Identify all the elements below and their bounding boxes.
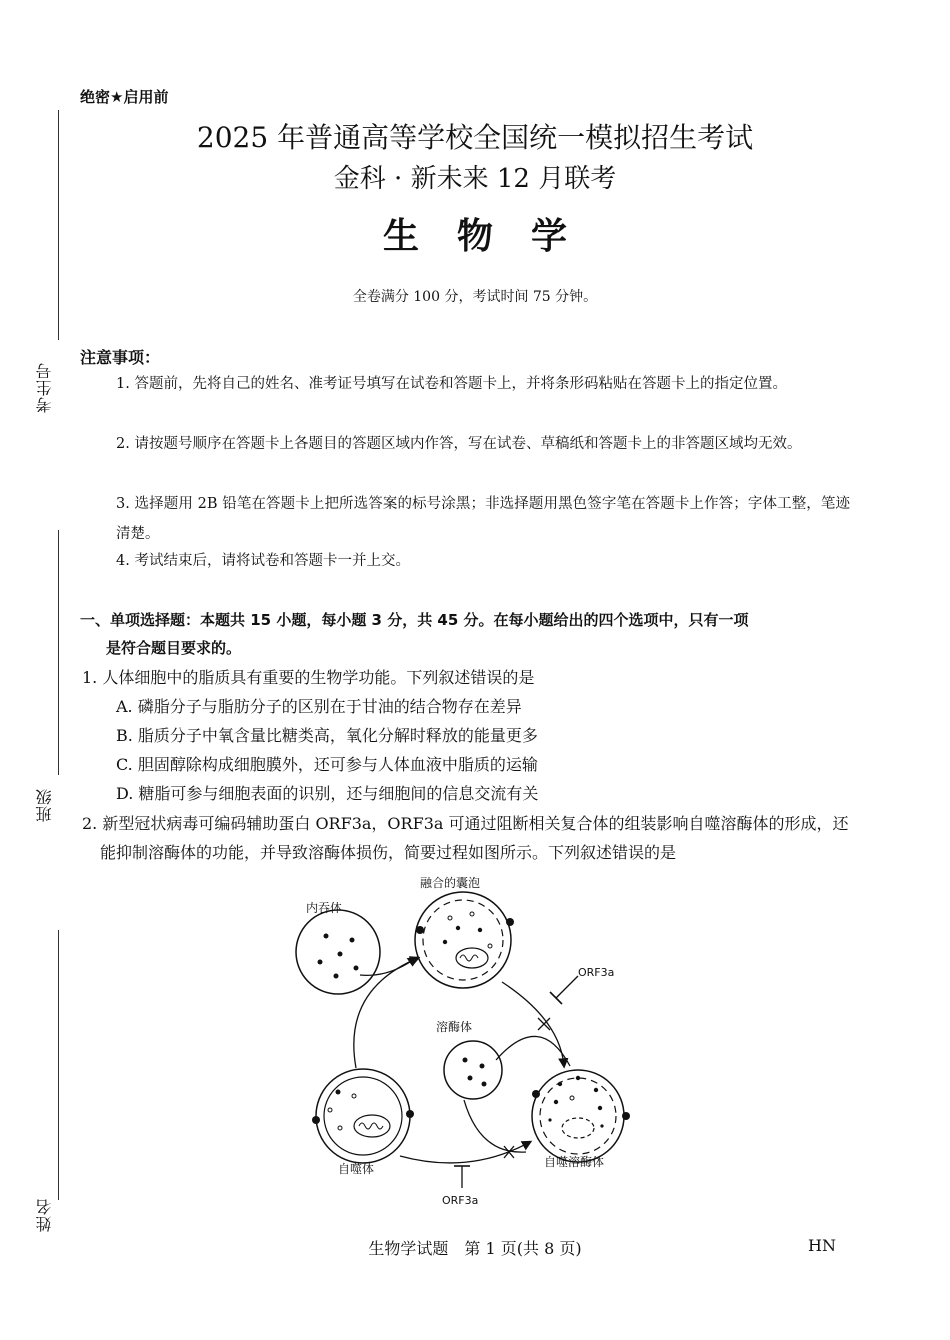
arrow-lysosome-path	[464, 1100, 526, 1152]
question-2-stem	[82, 809, 852, 867]
full-mark-note: 全卷满分 100 分，考试时间 75 分钟。	[352, 289, 598, 305]
side-label-exam-no: 考生号	[35, 362, 54, 413]
side-label-class: 班级	[35, 788, 54, 822]
fused-vesicle	[415, 892, 514, 988]
lysosome-pathway-diagram	[260, 870, 680, 1215]
notice-item: 3. 选择题用 2B 铅笔在答题卡上把所选答案的标号涂黑；非选择题用黑色签字笔在答题卡上作答；字体工整，笔迹清楚。	[116, 496, 850, 542]
arrow-autophagosome-to-vesicle	[354, 958, 418, 1068]
question-1-option-c: C. 胆固醇除构成细胞膜外，还可参与人体血液中脂质的运输	[116, 755, 538, 774]
autolysosome-label: 自噬溶酶体	[544, 1155, 605, 1169]
inhibit-line-top	[556, 976, 578, 998]
notice-item: 2. 请按题号顺序在答题卡上各题目的答题区域内作答，写在试卷、草稿纸和答题卡上的非答题区域均无效。	[116, 436, 802, 452]
margin-line	[58, 530, 59, 775]
arrow-endosome-to-vesicle	[360, 958, 416, 975]
lysosome-label: 溶酶体	[436, 1020, 473, 1034]
notice-title: 注意事项：	[80, 348, 161, 367]
autophagosome	[312, 1069, 414, 1163]
side-label-name: 姓名	[35, 1198, 54, 1232]
arrow-lysosome-to-autolysosome	[496, 1036, 570, 1066]
orf3a-label-bottom: ORF3a	[442, 1194, 479, 1207]
question-2-stem-text: 2. 新型冠状病毒可编码辅助蛋白 ORF3a，ORF3a 可通过阻断相关复合体的组装影响自噬溶酶体的形成，还能抑制溶酶体的功能，并导致溶酶体损伤，简要过程如图所示。下列叙述错误的是	[82, 814, 849, 862]
section-heading-line2: 是符合题目要求的。	[106, 639, 242, 657]
section-heading-line1: 一、单项选择题：本题共 15 小题，每小题 3 分，共 45 分。在每小题给出的四个选项中，只有一项	[80, 611, 749, 629]
question-1-option-a: A. 磷脂分子与脂肪分子的区别在于甘油的结合物存在差异	[116, 697, 522, 716]
question-1-option-d: D. 糖脂可参与细胞表面的识别，还与细胞间的信息交流有关	[116, 784, 539, 803]
page-footer: 生物学试题 第 1 页(共 8 页)	[368, 1239, 582, 1258]
autolysosome	[532, 1070, 630, 1162]
question-1-stem: 1. 人体细胞中的脂质具有重要的生物学功能。下列叙述错误的是	[82, 668, 535, 687]
confidential-mark: 绝密★启用前	[80, 88, 169, 106]
exam-subtitle: 金科 · 新未来 12 月联考	[333, 164, 617, 194]
orf3a-label-top: ORF3a	[578, 966, 615, 979]
margin-line	[58, 930, 59, 1200]
endosome-label: 内吞体	[306, 901, 343, 915]
endosome	[296, 910, 380, 994]
arrow-autophagosome-to-autolysosome	[400, 1142, 530, 1163]
notice-item: 1. 答题前，先将自己的姓名、准考证号填写在试卷和答题卡上，并将条形码粘贴在答题卡上的指定位置。	[116, 376, 787, 392]
arrow-vesicle-to-autolysosome	[502, 982, 564, 1066]
subject-title: 生物学	[382, 216, 605, 257]
autophagosome-label: 自噬体	[338, 1162, 375, 1176]
fused-vesicle-label: 融合的囊泡	[420, 876, 481, 890]
section-heading	[80, 606, 850, 662]
exam-title: 2025 年普通高等学校全国统一模拟招生考试	[196, 121, 754, 154]
region-code: HN	[808, 1236, 836, 1255]
lysosome	[444, 1041, 502, 1099]
question-1-option-b: B. 脂质分子中氧含量比糖类高，氧化分解时释放的能量更多	[116, 726, 538, 745]
notice-item: 4. 考试结束后，请将试卷和答题卡一并上交。	[116, 553, 410, 569]
